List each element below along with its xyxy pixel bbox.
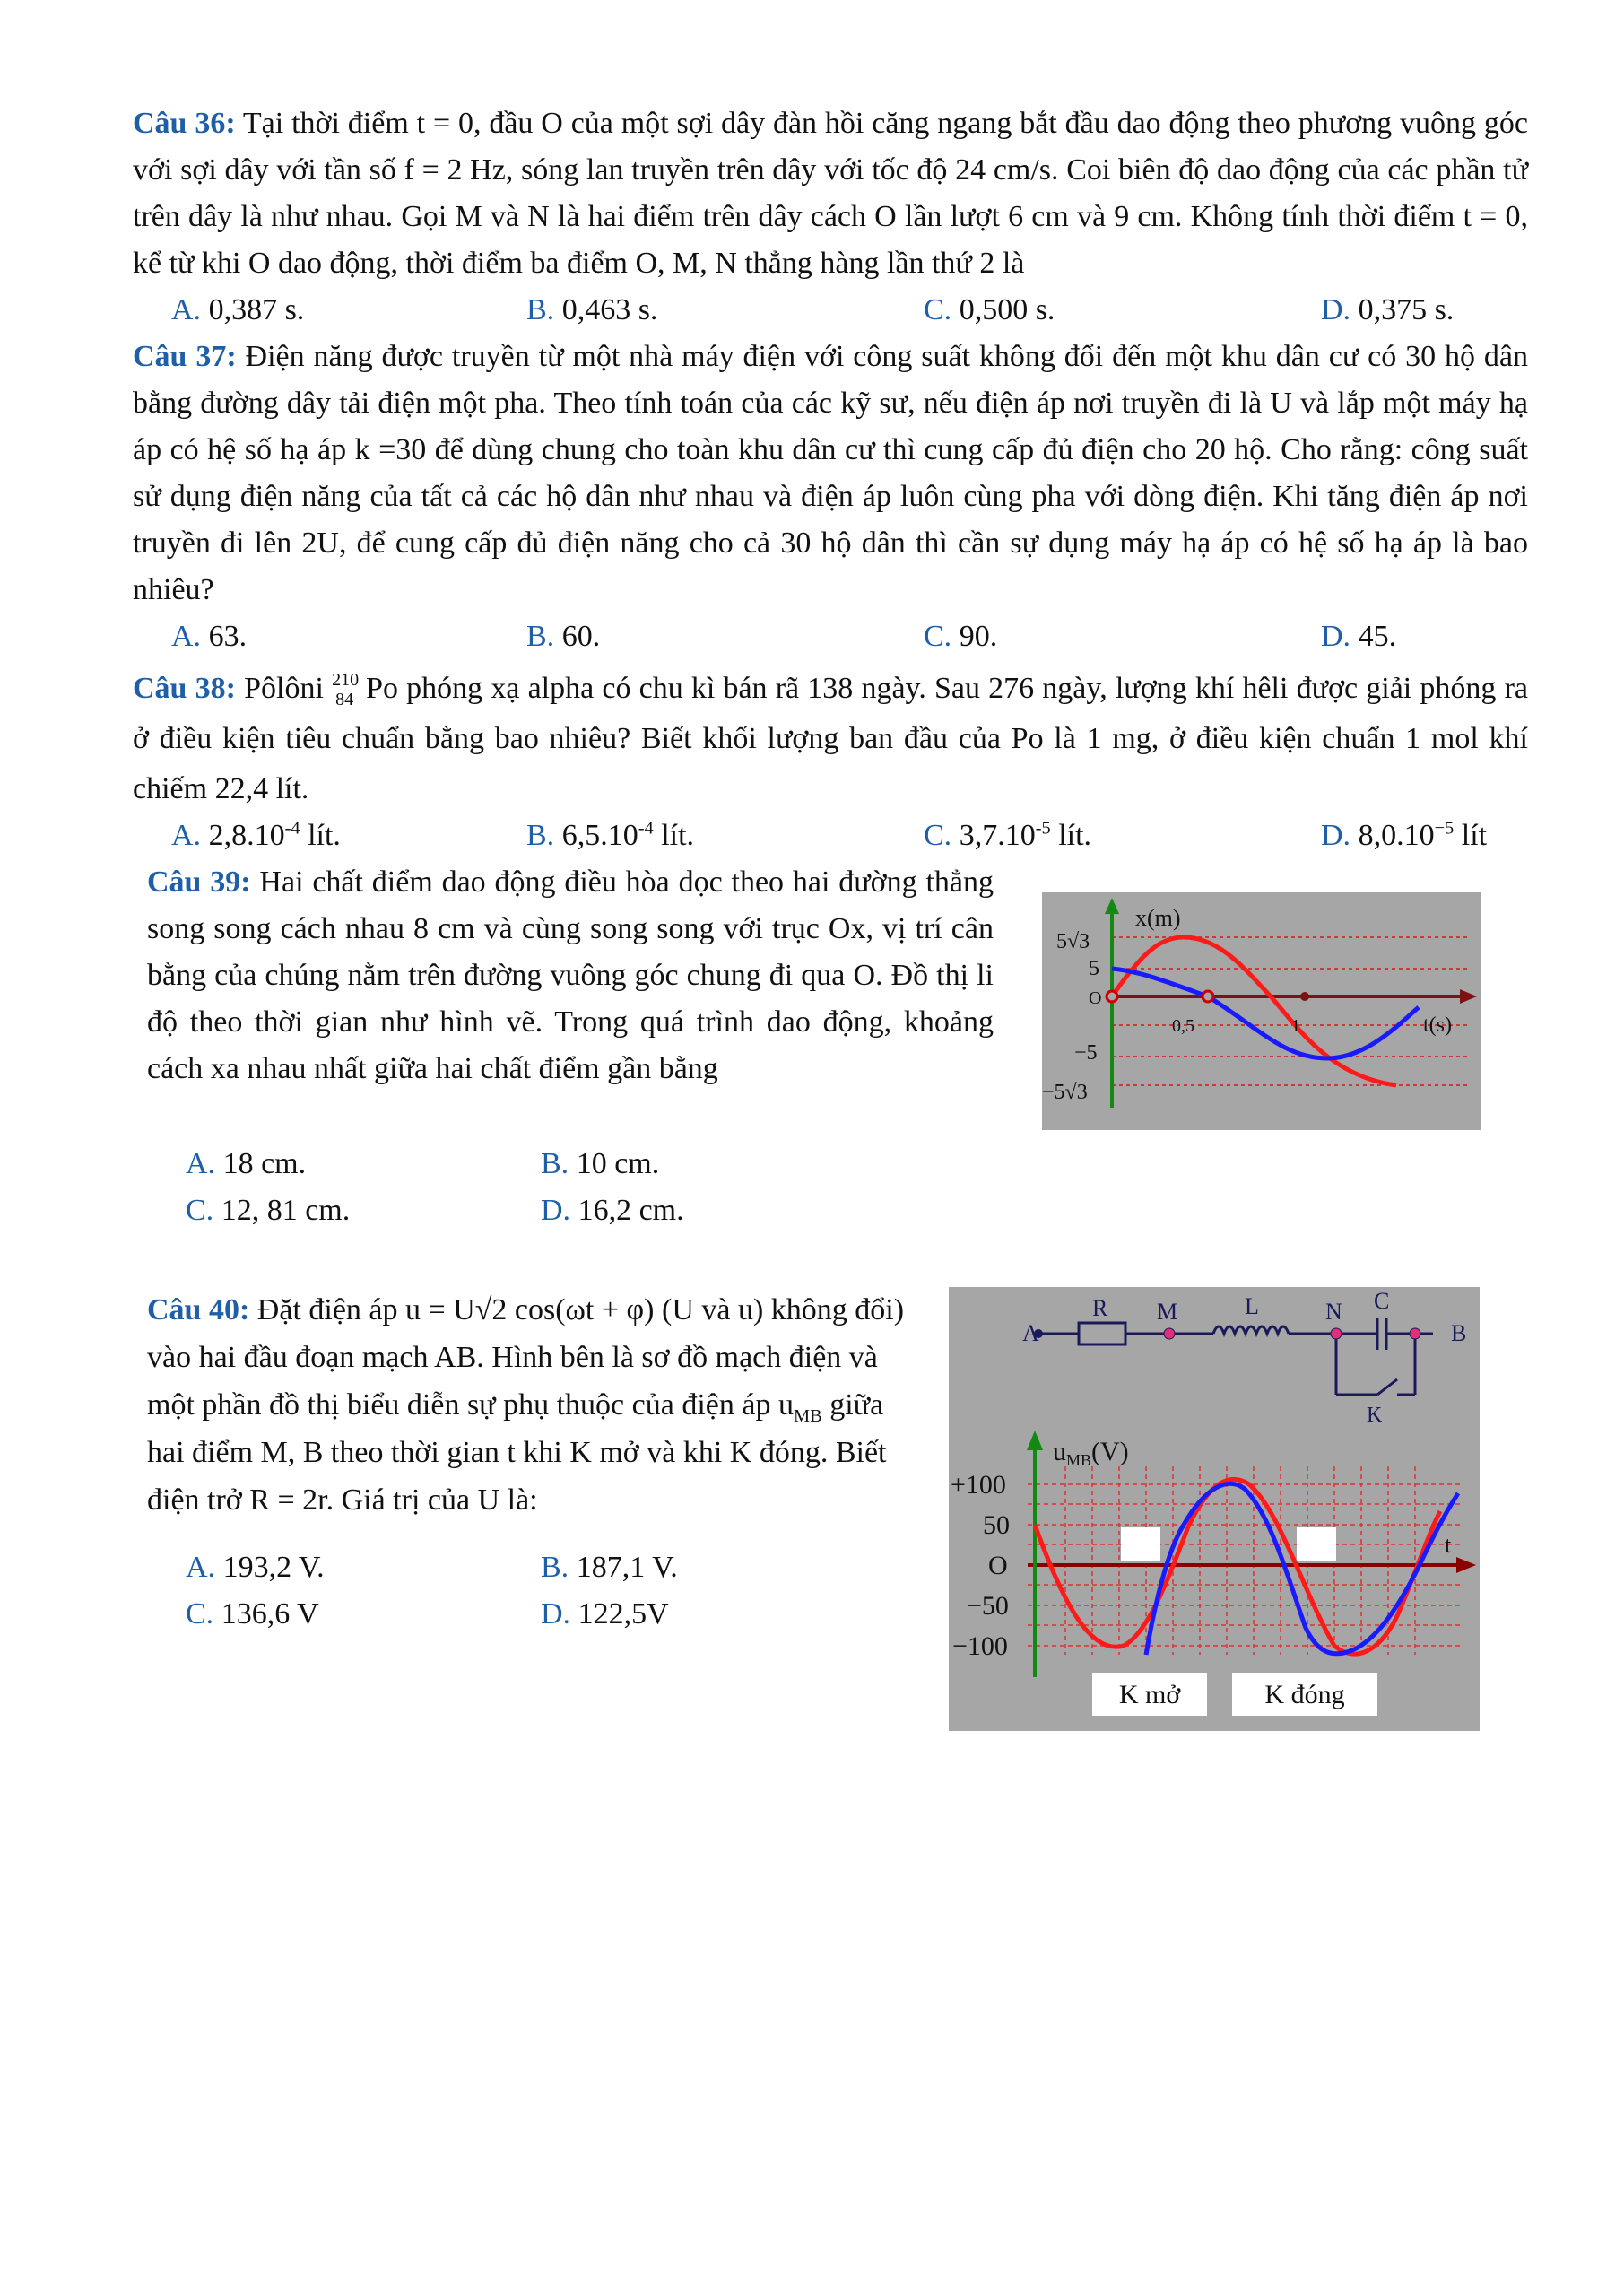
q36-label: Câu 36: bbox=[133, 107, 236, 140]
circuit-label-m: M bbox=[1157, 1299, 1178, 1325]
q37-text bbox=[133, 334, 1528, 613]
q39-point-one bbox=[1300, 992, 1309, 1001]
q38-option-d[interactable]: D. $8,0.10^{-5}$ lít bbox=[1321, 818, 1488, 852]
q37-option-c[interactable]: C. 90. bbox=[924, 620, 998, 653]
q40-x-axis-label: t bbox=[1445, 1532, 1452, 1558]
q40-text: Câu 40: Đặt điện áp u = U√2 cos(ωt + φ) (U và u) không đổi) vào hai đầu đoạn mạch AB. Hình bên là sơ đồ mạch điện và một phần đồ thị biểu diễn sự phụ thuộc của điện áp $u_{MB}$ giữa hai điểm M, B theo thời gian t khi K mở và khi K đóng. Biết điện trở R = 2r. Giá trị của U là: bbox=[147, 1293, 905, 1517]
q38-label: Câu 38: bbox=[133, 672, 236, 705]
legend-open: K mở bbox=[1118, 1680, 1181, 1709]
circuit-label-n: N bbox=[1325, 1299, 1342, 1325]
q39-point-origin bbox=[1107, 991, 1117, 1002]
q40-figure-background bbox=[949, 1287, 1480, 1731]
q40-label: Câu 40: bbox=[147, 1293, 250, 1326]
q40-ytick-0: O bbox=[988, 1551, 1008, 1580]
q39-ytick-neg5: −5 bbox=[1074, 1041, 1098, 1065]
q36-body: Tại thời điểm t = 0, đầu O của một sợi dây đàn hồi căng ngang bắt đầu dao động theo phương vuông góc với sợi dây với tần số f = 2 Hz, sóng lan truyền trên dây với tốc độ 24 cm/s. Coi biên độ dao động của các phần tử trên dây là như nhau. Gọi M và N là hai điểm trên dây cách O lần lượt 6 cm và 9 cm. Không tính thời điểm t = 0, kể từ khi O dao động, thời điểm ba điểm O, M, N thẳng hàng lần thứ 2 là bbox=[133, 107, 1528, 280]
q37-option-b[interactable]: B. 60. bbox=[526, 620, 601, 653]
q38-option-a[interactable]: A. $2,8.10^{-4}$ lít. bbox=[171, 818, 341, 852]
q39-xtick-one: 1 bbox=[1291, 1016, 1300, 1036]
nuclide-notation: 210 84 bbox=[332, 670, 360, 710]
q39-ytick-5: 5 bbox=[1089, 957, 1099, 980]
q39-option-b[interactable]: B. 10 cm. bbox=[541, 1147, 660, 1180]
q40-umb: $u_{MB}$ bbox=[777, 1388, 822, 1426]
node-b bbox=[1410, 1328, 1420, 1339]
circuit-label-l: L bbox=[1245, 1293, 1259, 1319]
q39-body: Hai chất điểm dao động điều hòa dọc theo hai đường thẳng song song cách nhau 8 cm và cùng song song với trục Ox, vị trí cân bằng của chúng nằm trên đường vuông góc chung đi qua O. Đồ thị li độ theo thời gian như hình vẽ. Trong quá trình dao động, khoảng cách xa nhau nhất giữa hai chất điểm gần bằng bbox=[147, 865, 994, 1085]
q36-option-a[interactable]: A. 0,387 s. bbox=[171, 293, 305, 326]
q40-figure bbox=[949, 1287, 1480, 1731]
q40-formula: u = U√2 cos(ωt + φ) bbox=[405, 1293, 655, 1326]
q38-text: Câu 38: Pôlôni 210 84 Po phóng xạ alpha có chu kì bán rã 138 ngày. Sau 276 ngày, lượng khí hêli được giải phóng ra ở điều kiện tiêu chuẩn bằng bao nhiêu? Biết khối lượng ban đầu của Po là 1 mg, ở điều kiện chuẩn 1 mol khí chiếm 22,4 lít. bbox=[133, 670, 1528, 805]
q37-option-a[interactable]: A. 63. bbox=[171, 620, 248, 653]
q39-xtick-half: 0,5 bbox=[1172, 1016, 1194, 1036]
q40-option-d[interactable]: D. 122,5V bbox=[541, 1597, 669, 1631]
q36-option-c[interactable]: C. 0,500 s. bbox=[924, 293, 1055, 326]
q39-option-d[interactable]: D. 16,2 cm. bbox=[541, 1194, 684, 1227]
q40-ytick-50: 50 bbox=[983, 1510, 1010, 1540]
node-m bbox=[1164, 1328, 1175, 1339]
circuit-label-a: A bbox=[1022, 1320, 1039, 1346]
node-n bbox=[1331, 1328, 1342, 1339]
circuit-label-b: B bbox=[1451, 1320, 1467, 1346]
q39-label: Câu 39: bbox=[147, 865, 251, 899]
q38-body: phóng xạ alpha có chu kì bán rã 138 ngày. Sau 276 ngày, lượng khí hêli được giải phóng ra ở điều kiện tiêu chuẩn bằng bao nhiêu? Biết khối lượng ban đầu của Po là 1 mg, ở điều kiện chuẩn 1 mol khí chiếm 22,4 lít. bbox=[133, 672, 1528, 805]
q39-text bbox=[147, 859, 994, 1092]
q40-y-axis-label: $u_{MB}(V)$ bbox=[1053, 1437, 1129, 1469]
q39-point-half bbox=[1203, 991, 1213, 1002]
q40-option-c[interactable]: C. 136,6 V bbox=[186, 1597, 319, 1631]
q37-body: Điện năng được truyền từ một nhà máy điện với công suất không đổi đến một khu dân cư có 30 hộ dân bằng đường dây tải điện một pha. Theo tính toán của các kỹ sư, nếu điện áp nơi truyền đi là U và lắp một máy hạ áp có hệ số hạ áp k =30 để dùng chung cho toàn khu dân cư thì cung cấp đủ điện cho 20 hộ. Cho rằng: công suất sử dụng điện năng của tất cả các hộ dân như nhau và điện áp luôn cùng pha với dòng điện. Khi tăng điện áp nơi truyền đi lên 2U, để cung cấp đủ điện năng cho cả 30 hộ dân thì cần sự dụng máy hạ áp có hệ số hạ áp là bao nhiêu? bbox=[133, 340, 1528, 606]
q36-option-b[interactable]: B. 0,463 s. bbox=[526, 293, 658, 326]
white-patch-2 bbox=[1297, 1527, 1336, 1561]
q39-ytick-5sqrt3: 5√3 bbox=[1056, 930, 1090, 953]
legend-closed: K đóng bbox=[1264, 1680, 1345, 1709]
q36-option-d[interactable]: D. 0,375 s. bbox=[1321, 293, 1455, 326]
q39-y-axis-label: x(m) bbox=[1135, 905, 1181, 931]
q37-option-d[interactable]: D. 45. bbox=[1321, 620, 1397, 653]
q39-option-c[interactable]: C. 12, 81 cm. bbox=[186, 1194, 351, 1227]
q39-figure bbox=[1042, 892, 1481, 1130]
q40-ytick-100: +100 bbox=[951, 1470, 1006, 1500]
q40-ytick-neg50: −50 bbox=[967, 1591, 1009, 1621]
q39-ytick-neg5sqrt3: −5√3 bbox=[1042, 1081, 1088, 1104]
q39-x-axis-label: t(s) bbox=[1423, 1013, 1452, 1037]
q39-option-a[interactable]: A. 18 cm. bbox=[186, 1147, 307, 1180]
circuit-label-k: K bbox=[1367, 1404, 1383, 1427]
q40-option-b[interactable]: B. 187,1 V. bbox=[541, 1551, 678, 1584]
q40-option-a[interactable]: A. 193,2 V. bbox=[186, 1551, 325, 1584]
q38-option-b[interactable]: B. $6,5.10^{-4}$ lít. bbox=[526, 818, 695, 852]
q38-option-c[interactable]: C. $3,7.10^{-5}$ lít. bbox=[924, 818, 1092, 852]
q37-label: Câu 37: bbox=[133, 340, 237, 373]
circuit-label-c: C bbox=[1374, 1288, 1390, 1314]
circuit-label-r: R bbox=[1092, 1295, 1108, 1321]
q40-ytick-neg100: −100 bbox=[952, 1631, 1008, 1661]
q36-text bbox=[133, 100, 1528, 287]
white-patch-1 bbox=[1121, 1527, 1160, 1561]
q39-origin-label: O bbox=[1089, 988, 1102, 1008]
